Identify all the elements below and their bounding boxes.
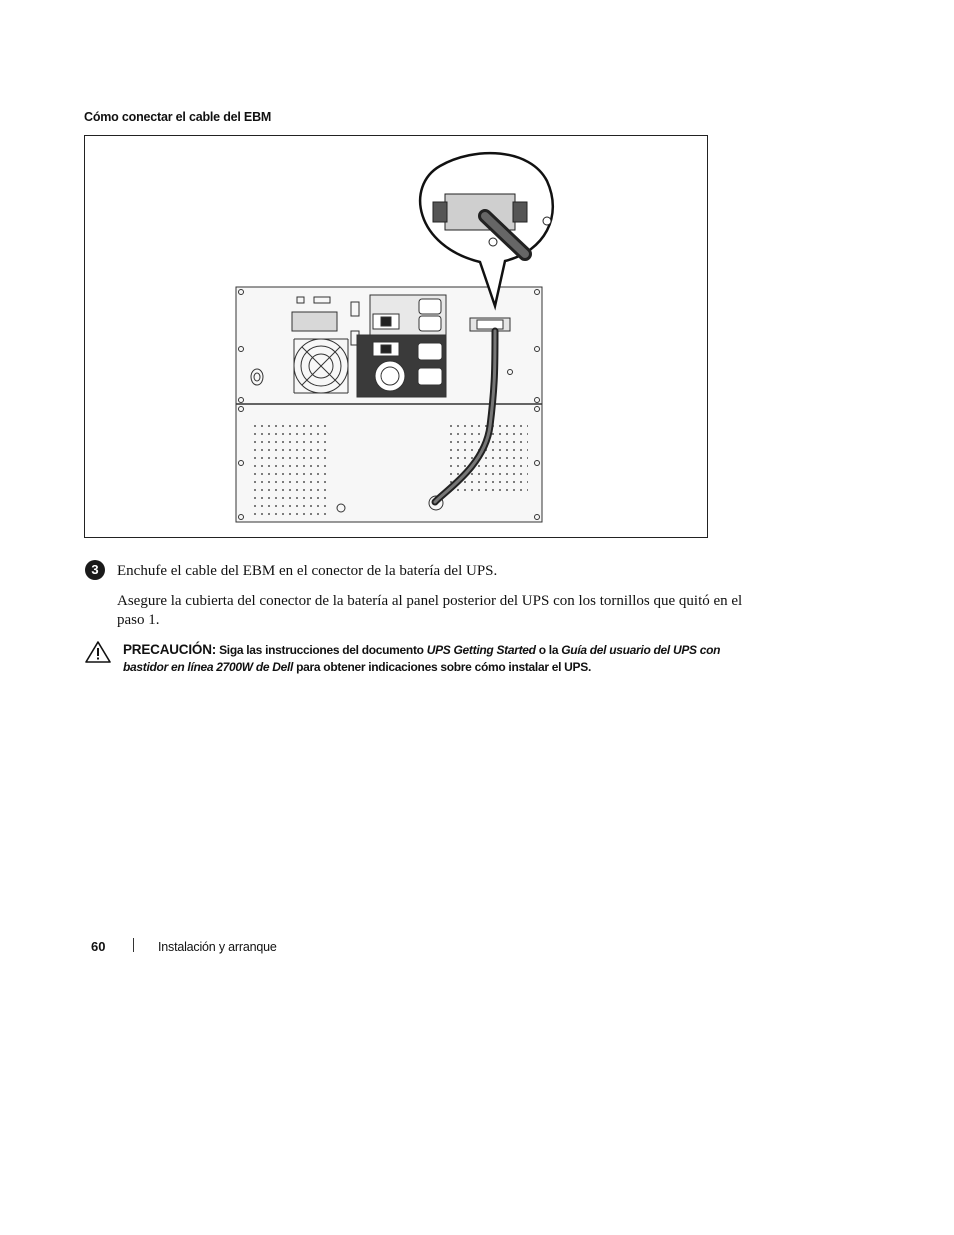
connector-callout xyxy=(420,153,553,306)
step-number-badge: 3 xyxy=(85,560,105,580)
page-number: 60 xyxy=(91,939,106,954)
caution-note xyxy=(123,641,763,676)
caution-text-3: para obtener indicaciones sobre cómo instalar el UPS. xyxy=(293,660,591,674)
caution-label: PRECAUCIÓN: xyxy=(123,642,217,657)
caution-text-1: Siga las instrucciones del documento xyxy=(216,643,427,657)
footer-separator xyxy=(133,938,134,952)
step-text: Enchufe el cable del EBM en el conector de la batería del UPS. xyxy=(117,563,498,579)
caution-text-2: o la xyxy=(535,643,562,657)
footer-section-title: Instalación y arranque xyxy=(158,940,277,954)
ups-rear-panel xyxy=(236,287,542,522)
caution-doc-1: UPS Getting Started xyxy=(426,643,536,657)
vent-grid-left xyxy=(250,419,326,515)
warning-triangle-icon xyxy=(85,641,111,663)
caution-doc-2: Guía del usuario del UPS con bastidor en línea 2700W de Dell xyxy=(123,643,721,674)
figure-title: Cómo conectar el cable del EBM xyxy=(84,110,272,124)
figure-frame xyxy=(84,135,708,538)
instruction-paragraph: Asegure la cubierta del conector de la batería al panel posterior del UPS con los tornillos que quitó en el paso 1. xyxy=(117,593,743,628)
ebm-cable-illustration xyxy=(85,136,709,539)
